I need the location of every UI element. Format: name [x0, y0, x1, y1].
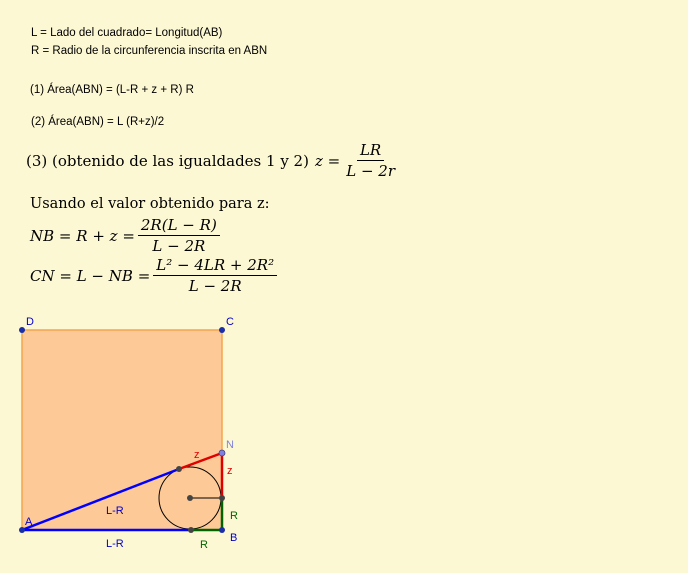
- label-r-side: R: [230, 510, 238, 522]
- label-upper-l-minus-r: L-R: [106, 505, 124, 517]
- equation-cn-numerator: L² − 4LR + 2R²: [153, 256, 277, 276]
- point-tangent-ab: [188, 527, 194, 533]
- point-d: [19, 327, 25, 333]
- definition-R: R = Radio de la circunferencia inscrita en ABN: [31, 45, 268, 57]
- point-tangent-bn: [219, 495, 225, 501]
- point-center: [187, 495, 193, 501]
- point-b: [219, 527, 225, 533]
- equation-2: (2) Área(ABN) = L (R+z)/2: [31, 116, 165, 128]
- label-c: C: [226, 316, 234, 328]
- label-z-hyp: z: [194, 449, 200, 461]
- definition-L: L = Lado del cuadrado= Longitud(AB): [31, 27, 223, 39]
- equation-1: (1) Área(ABN) = (L-R + z + R) R: [30, 84, 194, 96]
- equation-nb-numerator: 2R(L − R): [138, 216, 220, 236]
- label-n: N: [226, 439, 234, 451]
- equation-cn-denominator: L − 2R: [188, 277, 242, 295]
- equation-cn-lhs: CN = L − NB =: [30, 266, 151, 285]
- equation-3-denominator: L − 2r: [346, 162, 395, 180]
- label-d: D: [26, 316, 34, 328]
- equation-3-numerator: LR: [357, 141, 384, 161]
- label-r-bottom: R: [200, 539, 208, 551]
- point-tangent-an: [176, 466, 182, 472]
- intro-text: Usando el valor obtenido para z:: [30, 196, 270, 212]
- equation-nb-lhs: NB = R + z =: [30, 226, 135, 245]
- label-z-side: z: [227, 465, 233, 477]
- equation-nb-denominator: L − 2R: [152, 237, 206, 255]
- point-n: [219, 450, 225, 456]
- label-b: B: [230, 532, 238, 544]
- label-ab-l-minus-r: L-R: [106, 538, 124, 550]
- equation-3-prefix: (3) (obtenido de las igualdades 1 y 2): [26, 151, 309, 170]
- point-c: [219, 327, 225, 333]
- equation-3-lhs: z =: [314, 151, 341, 170]
- label-a: A: [25, 516, 33, 528]
